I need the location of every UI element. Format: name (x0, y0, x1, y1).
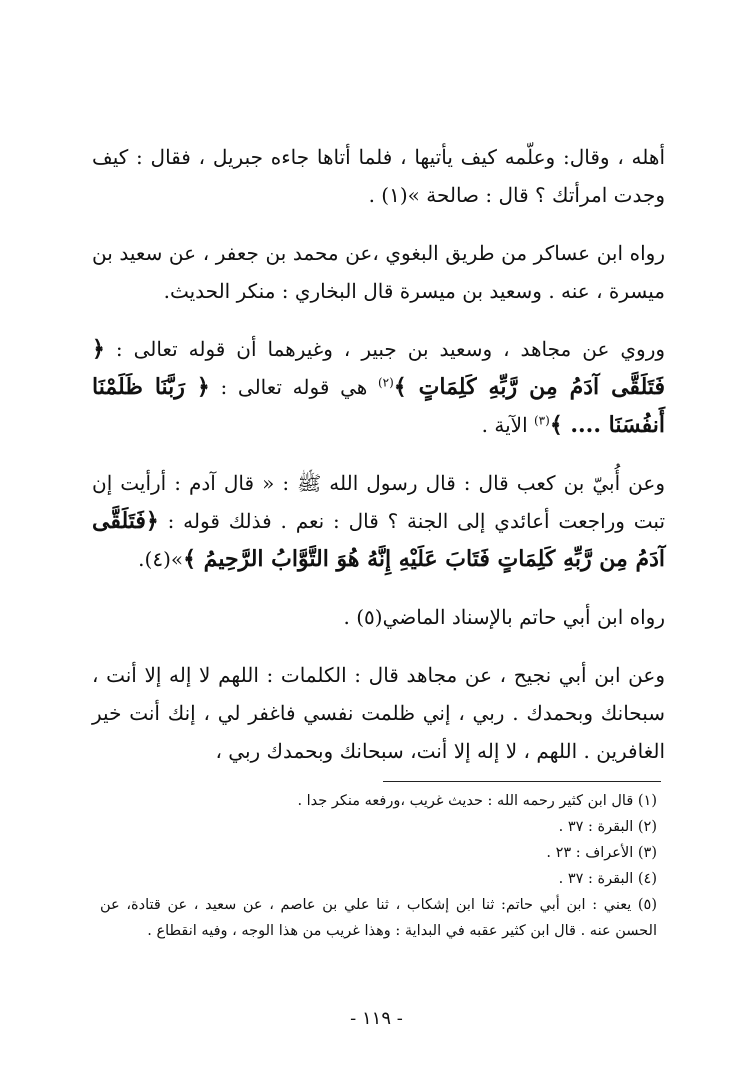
footnotes (100, 788, 657, 944)
footnote-3: (٣) الأعراف : ٢٣ . (546, 845, 657, 861)
paragraph-6: وعن ابن أبي نجيح ، عن مجاهد قال : الكلمات : اللهم لا إله إلا أنت ، سبحانك وبحمدك . ربي ، إني ظلمت نفسي فاغفر لي ، إنك أنت خير الغافرين . اللهم ، لا إله إلا أنت، سبحانك وبحمدك ربي ، (92, 663, 665, 763)
paragraph-4 (92, 464, 665, 578)
footnote-ref-3: (٣) (533, 413, 550, 428)
paragraph-1: أهله ، وقال: وعلّمه كيف يأتيها ، فلما أتاها جاءه جبريل ، فقال : كيف وجدت امرأتك ؟ قال : صالحة »(١) . (92, 145, 665, 207)
paragraph-4-end: »(٤). (138, 547, 184, 571)
footnote-1: (١) قال ابن كثير رحمه الله : حديث غريب ،ورفعه منكر جدا . (297, 793, 657, 809)
footnote-ref-2: (٢) (377, 375, 394, 390)
footnote-separator (383, 781, 661, 782)
main-text (92, 138, 665, 770)
paragraph-3-intro: وروي عن مجاهد ، وسعيد بن جبير ، وغيرهما أن قوله تعالى : (115, 337, 666, 361)
page-number: - ١١٩ - (350, 1008, 403, 1029)
paragraph-2: رواه ابن عساكر من طريق البغوي ،عن محمد بن جعفر ، عن سعيد بن ميسرة ، عنه . وسعيد بن ميسرة قال البخاري : منكر الحديث. (92, 241, 665, 303)
paragraph-3-middle: هي قوله تعالى : (220, 375, 368, 399)
paragraph-5: رواه ابن أبي حاتم بالإسناد الماضي(٥) . (343, 605, 665, 629)
paragraph-3-end: الآية . (481, 413, 528, 437)
paragraph-4-intro: وعن أُبيّ بن كعب قال : قال رسول الله ﷺ : « قال آدم : أرأيت إن تبت وراجعت أعائدي إلى الجنة ؟ قال : نعم . فذلك قوله : (92, 471, 666, 533)
paragraph-3 (92, 330, 665, 444)
footnote-5: (٥) يعني : ابن أبي حاتم: ثنا ابن إشكاب ، ثنا علي بن عاصم ، عن سعيد ، عن قتادة، عن الحسن عنه . قال ابن كثير عقبه في البداية : وهذا غريب من هذا الوجه ، وفيه انقطاع . (100, 897, 657, 939)
quran-verse-2: ﴿ رَبَّنَا ظَلَمْنَا أَنفُسَنَا .... ﴾ (92, 374, 665, 438)
quran-verse-1: ﴿ فَتَلَقَّى آدَمُ مِن رَّبِّهِ كَلِمَاتٍ ﴾ (92, 336, 666, 400)
quran-verse-3: ﴿فَتَلَقَّى آدَمُ مِن رَّبِّهِ كَلِمَاتٍ فَتَابَ عَلَيْهِ إِنَّهُ هُوَ التَّوَّابُ الرَّحِيمُ ﴾ (92, 508, 665, 572)
footnote-2: (٢) البقرة : ٣٧ . (558, 819, 657, 835)
footnote-4: (٤) البقرة : ٣٧ . (558, 871, 657, 887)
